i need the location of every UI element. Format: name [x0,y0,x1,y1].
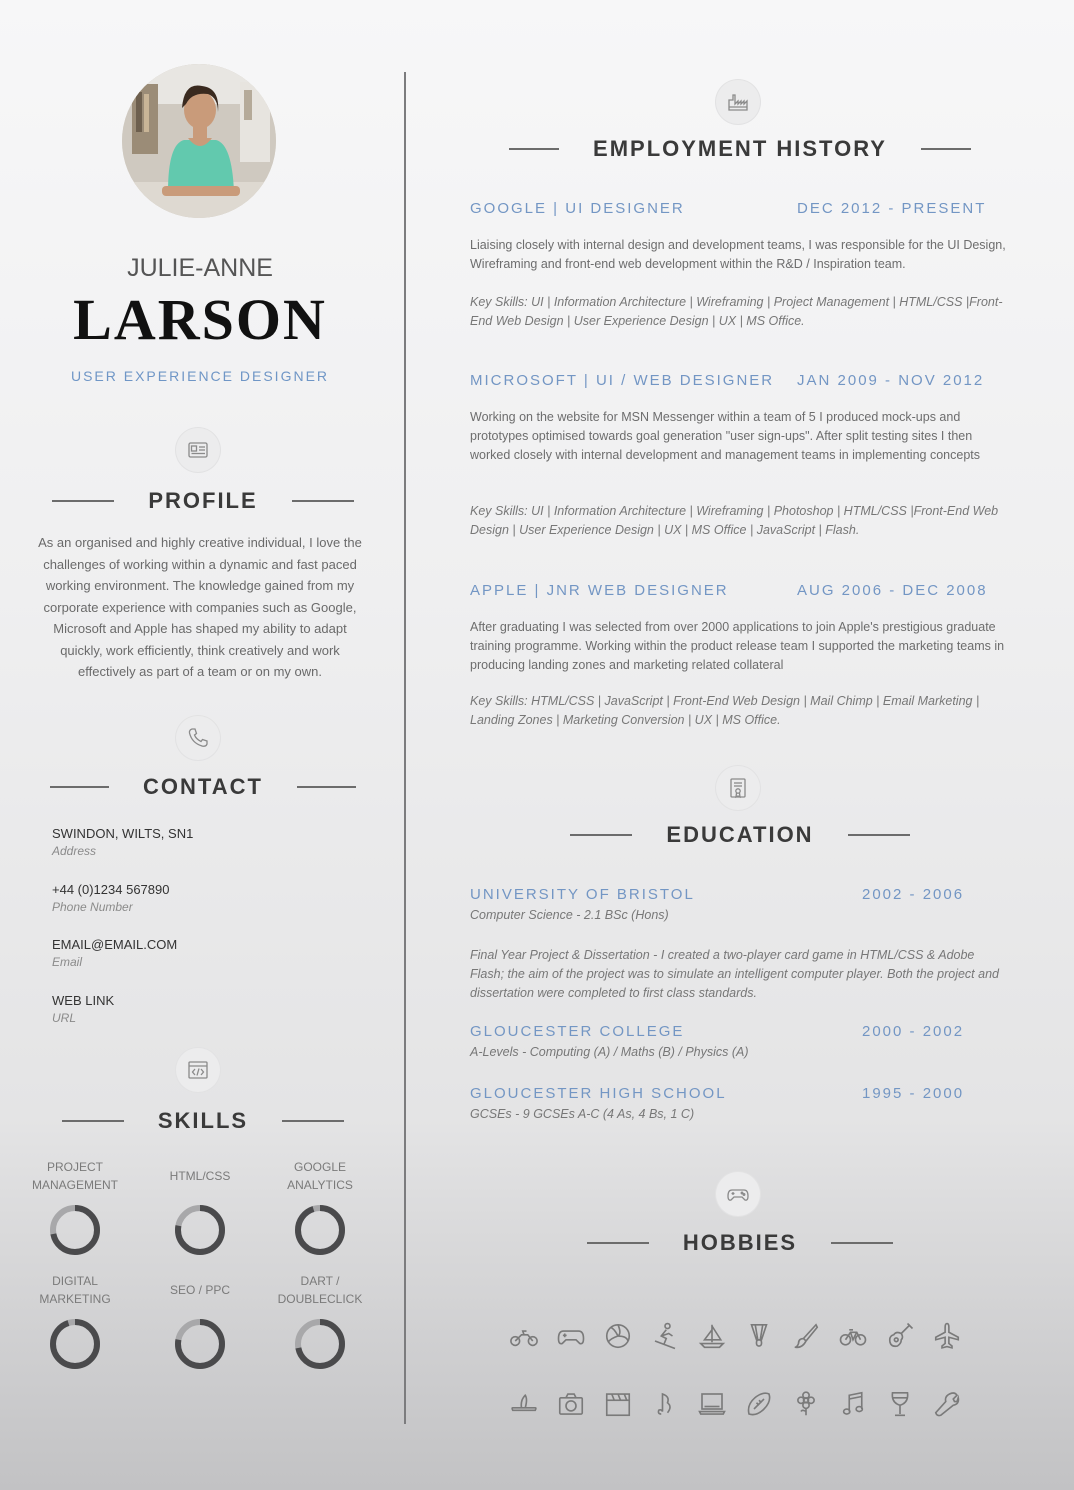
job-title: GOOGLE | UI DESIGNER [470,200,685,217]
volleyball-icon [600,1318,636,1354]
contact-address [52,826,193,858]
code-window-icon [176,1048,220,1092]
skills-heading-label: SKILLS [157,1108,249,1133]
school-dates: 2000 - 2002 [862,1023,965,1040]
profile-heading [50,488,356,514]
certificate-icon [716,766,760,810]
job-key-skills: Key Skills: UI | Information Architecture | Wireframing | Project Management | HTML/CSS |Front-End Web Design | User Experience Design | UX | MS Office. [470,295,1003,328]
job-dates: AUG 2006 - DEC 2008 [797,582,988,599]
contact-value: SWINDON, WILTS, SN1 [52,826,194,841]
education-entry [470,1085,1010,1135]
skill-name: HTML/CSS [169,1169,231,1183]
laptop-icon [694,1386,730,1422]
job-description: Liaising closely with internal design and development teams, I was responsible for the UI Design, Wireframing and front-end web development within the R&D / Inspiration team. [470,238,1006,271]
wine-glass-icon [882,1386,918,1422]
heading-rule [52,500,114,502]
film-icon [600,1386,636,1422]
school-dates: 1995 - 2000 [862,1085,965,1102]
skill-ring [45,1200,105,1260]
skiing-icon [647,1318,683,1354]
skateboard-icon [506,1386,542,1422]
camera-icon [553,1386,589,1422]
contact-label: Address [52,844,97,858]
heading-rule [570,834,632,836]
heading-rule [587,1242,649,1244]
skill-ring [170,1200,230,1260]
contact-heading [50,774,356,800]
job-description: Working on the website for MSN Messenger within a team of 5 I produced mock-ups and prototypes optimised towards goal generation "user sign-ups". After split testing sites I then worked closely with internal development and management teams in implementing concepts [470,410,980,462]
employment-heading [480,136,1000,162]
job-entry [470,582,1010,732]
skill-item [265,1158,375,1260]
rugby-icon [741,1386,777,1422]
hobbies-heading-label: HOBBIES [682,1230,798,1255]
heading-rule [62,1120,124,1122]
profile-heading-label: PROFILE [148,488,258,513]
job-title: MICROSOFT | UI / WEB DESIGNER [470,372,775,389]
contact-label: Phone Number [52,900,133,914]
first-name: JULIE-ANNE [127,254,273,282]
contact-label: Email [52,955,83,969]
id-card-icon [176,428,220,472]
job-title: USER EXPERIENCE DESIGNER [70,368,330,384]
contact-web [52,993,114,1025]
education-heading [480,822,1000,848]
education-heading-label: EDUCATION [666,822,814,847]
school-qualification: Computer Science - 2.1 BSc (Hons) [470,908,669,922]
education-entry [470,886,1010,1016]
skill-ring-fill [298,1208,342,1252]
factory-icon [716,80,760,124]
profile-text: As an organised and highly creative individual, I love the challenges of working within a dynamic and fast paced working environment. The knowledge gained from my corporate experience with companies such as Google, Microsoft and Apple has shaped my ability to adapt quickly, work efficiently, think creatively and work effectively as part of a team or on my own. [38,535,362,679]
job-entry [470,200,1010,340]
wrench-icon [929,1386,965,1422]
job-key-skills: Key Skills: HTML/CSS | JavaScript | Front-End Web Design | Mail Chimp | Email Marketing | Landing Zones | Marketing Conversion | UX | MS Office. [470,694,980,727]
hobbies-row-2 [506,1386,965,1422]
heading-rule [509,148,559,150]
school-dates: 2002 - 2006 [862,886,965,903]
school-note: Final Year Project & Dissertation - I created a two-player card game in HTML/CSS & Adobe Flash; the aim of the project was to simulate an intelligent computer player. Both the project and dissertation were completed to first class standards. [470,948,999,1000]
skill-item [265,1272,375,1374]
heading-rule [831,1242,893,1244]
heading-rule [282,1120,344,1122]
contact-email [52,937,177,969]
contact-value: +44 (0)1234 567890 [52,882,170,897]
contact-value: EMAIL@EMAIL.COM [52,937,178,952]
avatar [122,64,276,218]
contact-phone [52,882,169,914]
job-dates: DEC 2012 - PRESENT [797,200,987,217]
school-name: GLOUCESTER COLLEGE [470,1023,685,1040]
heading-rule [50,786,109,788]
school-qualification: A-Levels - Computing (A) / Maths (B) / Physics (A) [470,1045,749,1059]
badminton-icon [741,1318,777,1354]
heading-rule [848,834,910,836]
job-title: APPLE | JNR WEB DESIGNER [470,582,729,599]
heading-rule [297,786,356,788]
school-name: UNIVERSITY OF BRISTOL [470,886,695,903]
last-name: LARSON [73,287,327,352]
skill-name: DIGITAL MARKETING [39,1274,111,1306]
sailing-icon [694,1318,730,1354]
skill-ring [170,1314,230,1374]
skill-ring [290,1314,350,1374]
skill-item [145,1272,255,1374]
skill-name: PROJECT MANAGEMENT [31,1160,118,1192]
contact-value: WEB LINK [52,993,115,1008]
profile-photo [122,64,276,218]
skill-item [20,1158,130,1260]
airplane-icon [929,1318,965,1354]
guitar-icon [882,1318,918,1354]
skill-item [20,1272,130,1374]
hobbies-heading [480,1230,1000,1256]
skill-name: DART / DOUBLECLICK [277,1274,363,1306]
skill-item [145,1158,255,1260]
skill-name: GOOGLE ANALYTICS [287,1160,353,1192]
hobbies-row-1 [506,1318,965,1354]
flower-icon [788,1386,824,1422]
music-note-icon [647,1386,683,1422]
heading-rule [292,500,354,502]
contact-label: URL [52,1011,77,1025]
job-dates: JAN 2009 - NOV 2012 [797,372,985,389]
skill-name: SEO / PPC [169,1283,231,1297]
motorbike-icon [506,1318,542,1354]
paintbrush-icon [788,1318,824,1354]
job-entry [470,372,1010,552]
employment-heading-label: EMPLOYMENT HISTORY [593,136,887,161]
gamepad-icon [716,1172,760,1216]
gamepad-icon [553,1318,589,1354]
job-key-skills: Key Skills: UI | Information Architecture | Wireframing | Photoshop | HTML/CSS |Front-End Web Design | User Experience Design | UX | MS Office | JavaScript | Flash. [470,504,999,537]
phone-icon [176,716,220,760]
school-qualification: GCSEs - 9 GCSEs A-C (4 As, 4 Bs, 1 C) [470,1107,695,1121]
skill-ring-fill [53,1322,97,1366]
music-notes-icon [835,1386,871,1422]
cycling-icon [835,1318,871,1354]
column-divider [404,72,406,1424]
skills-heading [50,1108,356,1134]
job-description: After graduating I was selected from over 2000 applications to join Apple's prestigious graduate training programme. Working within the product release team I supported the marketing teams in producing landing zones and marketing related collateral [470,620,1005,672]
contact-heading-label: CONTACT [143,774,263,799]
education-entry [470,1023,1010,1073]
skill-ring [45,1314,105,1374]
skill-ring [290,1200,350,1260]
heading-rule [921,148,971,150]
school-name: GLOUCESTER HIGH SCHOOL [470,1085,727,1102]
